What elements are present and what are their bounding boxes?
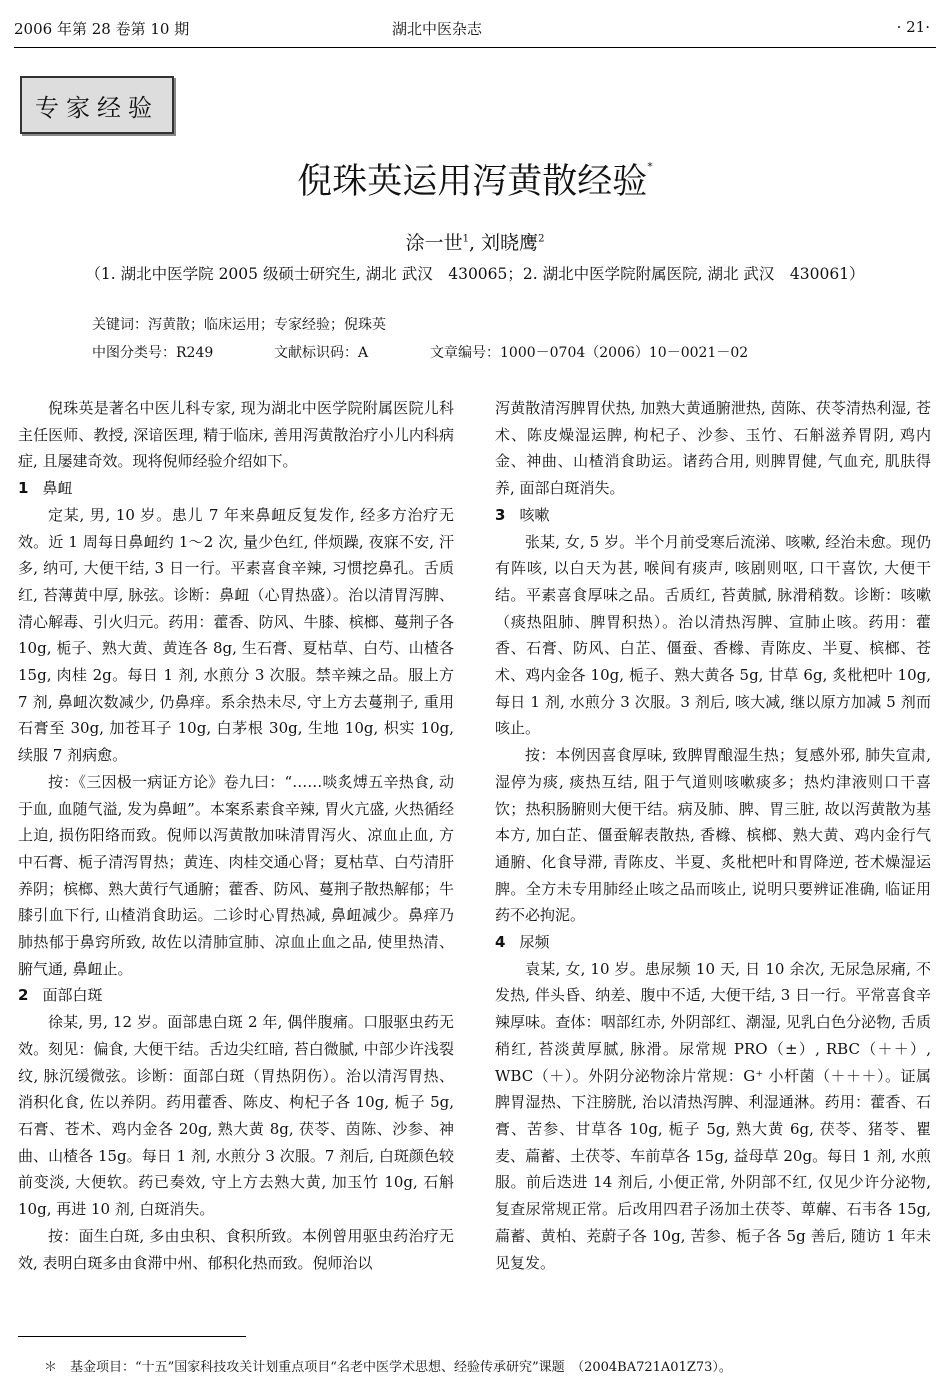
author-1-sup: 1 [462,233,469,245]
affiliation: （1. 湖北中医学院 2005 级硕士研究生, 湖北 武汉 430065；2. 湖北中医学院附属医院, 湖北 武汉 430061） [85,265,865,283]
author-2: 刘晓鹰 [481,232,539,254]
commentary-paragraph: 按：本例因喜食厚味, 致脾胃酿湿生热；复感外邪, 肺失宣肃, 湿停为痰, 痰热互结, 阻于气道则咳嗽痰多；热灼津液则口干喜饮；热积肠腑则大便干结。病及肺、脾、胃三脏, 故以泻黄散为基本方, 加白芷、僵蚕解表散热, 香橼、槟榔、熟大黄、鸡内金行气通腑、化食导滞, 青陈皮、半夏、炙枇杷叶和胃降逆, 苍术燥湿运脾。全方未专用肺经止咳之品而咳止, 说明只要辨证准确, 临证用药不必拘泥。 [495,746,931,925]
keywords: 关键词：泻黄散；临床运用；专家经验；倪珠英 [92,317,386,333]
footnote-rule [18,1336,246,1337]
right-column [495,395,931,1276]
header-rule [14,47,936,48]
section-heading-3 [495,502,931,529]
commentary-paragraph: 按：面生白斑, 多由虫积、食积所致。本例曾用驱虫药治疗无效, 表明白斑多由食滞中州、郁积化热而致。倪师治以 [18,1226,454,1272]
intro-paragraph: 倪珠英是著名中医儿科专家, 现为湖北中医学院附属医院儿科主任医师、教授, 深谙医理, 精于临床, 善用泻黄散治疗小儿内科病症, 且屡建奇效。现将倪师经验介绍如下。 [18,399,454,471]
section-title: 面部白斑 [42,986,103,1005]
section-number: 3 [495,505,506,524]
author-2-sup: 2 [538,233,545,245]
section-heading-1 [18,475,454,502]
clc-number: 中图分类号：R249 [92,345,214,361]
article-title [0,154,950,204]
section-number: 2 [18,986,29,1005]
title-footnote-mark: * [647,160,653,173]
document-code: 文献标识码：A [274,345,369,361]
title-text: 倪珠英运用泻黄散经验 [297,162,648,202]
section-title: 咳嗽 [519,505,550,524]
article-number: 文章编号：1000－0704（2006）10－0021－02 [430,345,749,361]
section-heading-4 [495,929,931,956]
author-line: 涂一世$^1$, 刘晓鹰$^2$ [405,232,545,254]
section-title: 鼻衄 [42,479,73,498]
case-paragraph: 张某, 女, 5 岁。半个月前受寒后流涕、咳嗽, 经治未愈。现仍有阵咳, 以白天为甚, 喉间有痰声, 咳剧则呕, 口干喜饮, 大便干结。平素喜食厚味之品。舌质红, 苔黄腻, 脉滑稍数。诊断：咳嗽（痰热阻肺、脾胃积热）。治以清热泻脾、宣肺止咳。药用：藿香、石膏、防风、白芷、僵蚕、香橼、青陈皮、半夏、槟榔、苍术、鸡内金各 10g, 栀子、熟大黄各 5g, 甘草 6g, 炙枇杷叶 10g, 每日 1 剂, 水煎分 3 次服。3 剂后, 咳大减, 继以原方加减 5 剂而咳止。 [495,532,931,738]
case-paragraph: 定某, 男, 10 岁。患儿 7 年来鼻衄反复发作, 经多方治疗无效。近 1 周每日鼻衄约 1～2 次, 量少色红, 伴烦躁, 夜寐不安, 汗多, 纳可, 大便干结, 3 日一行。平素喜食辛辣, 习惯挖鼻孔。舌质红, 苔薄黄中厚, 脉弦。诊断：鼻衄（心胃热盛）。治以清胃泻脾、清心解毒、引火归元。药用：藿香、防风、牛膝、槟榔、蔓荆子各 10g, 栀子、熟大黄、黄连各 8g, 生石膏、夏枯草、白芍、山楂各 15g, 肉桂 2g。每日 1 剂, 水煎分 3 次服。禁辛辣之品。服上方 7 剂, 鼻衄次数减少, 仍鼻痒。系余热未尽, 守上方去蔓荆子, 重用石膏至 30g, 加苍耳子 10g, 白茅根 30g, 生地 10g, 枳实 10g, 续服 7 剂病愈。 [18,505,454,765]
running-header [0,0,950,48]
issue-info: 2006 年第 28 卷第 10 期 [14,20,190,38]
case-paragraph: 徐某, 男, 12 岁。面部患白斑 2 年, 偶伴腹痛。口服驱虫药无效。刻见：偏食, 大便干结。舌边尖红暗, 苔白微腻, 中部少许浅裂纹, 脉沉缓微弦。诊断：面部白斑（胃热阴伤）。治以清泻胃热、消积化食, 佐以养阴。药用藿香、陈皮、枸杞子各 10g, 栀子 5g, 石膏、苍术、鸡内金各 20g, 熟大黄 8g, 茯苓、茵陈、沙参、神曲、山楂各 15g。每日 1 剂, 水煎分 3 次服。7 剂后, 白斑颜色较前变淡, 大便软。药已奏效, 守上方去熟大黄, 加玉竹 10g, 石斛 10g, 再进 10 剂, 白斑消失。 [18,1013,454,1219]
section-number: 4 [495,933,506,952]
section-number: 1 [18,479,29,498]
funding-footnote: ＊ 基金项目：“十五”国家科技攻关计划重点项目“名老中医学术思想、经验传承研究”课题 （2004BA721A01Z73）。 [44,1360,732,1375]
page-number: · 21· [896,18,930,36]
section-title: 尿频 [519,933,550,952]
classification-line [92,342,852,362]
left-column [18,395,454,1276]
journal-name: 湖北中医杂志 [392,20,483,38]
case-paragraph: 袁某, 女, 10 岁。患尿频 10 天, 日 10 余次, 无尿急尿痛, 不发热, 伴头昏、纳差、腹中不适, 大便干结, 3 日一行。平常喜食辛辣厚味。查体：咽部红赤, 外阴部红、潮湿, 见乳白色分泌物, 舌质稍红, 苔淡黄厚腻, 脉滑。尿常规 PRO（±）, RBC（＋＋）, WBC（＋）。外阴分泌物涂片常规：G⁺ 小杆菌（＋＋＋）。证属脾胃湿热、下注膀胱, 治以清热泻脾、利湿通淋。药用：藿香、石膏、苦参、甘草各 10g, 栀子 5g, 熟大黄 6g, 茯苓、猪苓、瞿麦、萹蓄、土茯苓、车前草各 15g, 益母草 20g。每日 1 剂, 水煎服。前后迭进 14 剂后, 小便正常, 外阴部不红, 仅见少许分泌物, 复查尿常规正常。后改用四君子汤加土茯苓、萆薢、石韦各 15g, 萹蓄、黄柏、茺蔚子各 10g, 苦参、栀子各 5g 善后, 随访 1 年未见复发。 [495,959,931,1272]
section-badge: 专家经验 [20,76,174,134]
commentary-paragraph: 按：《三因极一病证方论》卷九曰：“……啖炙煿五辛热食, 动于血, 血随气溢, 发为鼻衄”。本案系素食辛辣, 胃火亢盛, 火热循经上迫, 损伤阳络而致。倪师以泻黄散加味清胃泻火、凉血止血, 方中石膏、栀子清泻胃热；黄连、肉桂交通心肾；夏枯草、白芍清肝养阴；槟榔、熟大黄行气通腑；藿香、防风、蔓荆子散热解郁；牛膝引血下行, 山楂消食助运。二诊时心胃热减, 鼻衄减少。鼻痒乃肺热郁于鼻窍所致, 故佐以清肺宣肺、凉血止血之品, 使里热清、腑气通, 鼻衄止。 [18,772,454,978]
author-1: 涂一世 [405,232,463,254]
section-heading-2 [18,982,454,1009]
commentary-continuation: 泻黄散清泻脾胃伏热, 加熟大黄通腑泄热, 茵陈、茯苓清热利湿, 苍术、陈皮燥湿运脾, 枸杞子、沙参、玉竹、石斛滋养胃阴, 鸡内金、神曲、山楂消食助运。诸药合用, 则脾胃健, 气血充, 肌肤得养, 面部白斑消失。 [495,399,931,498]
